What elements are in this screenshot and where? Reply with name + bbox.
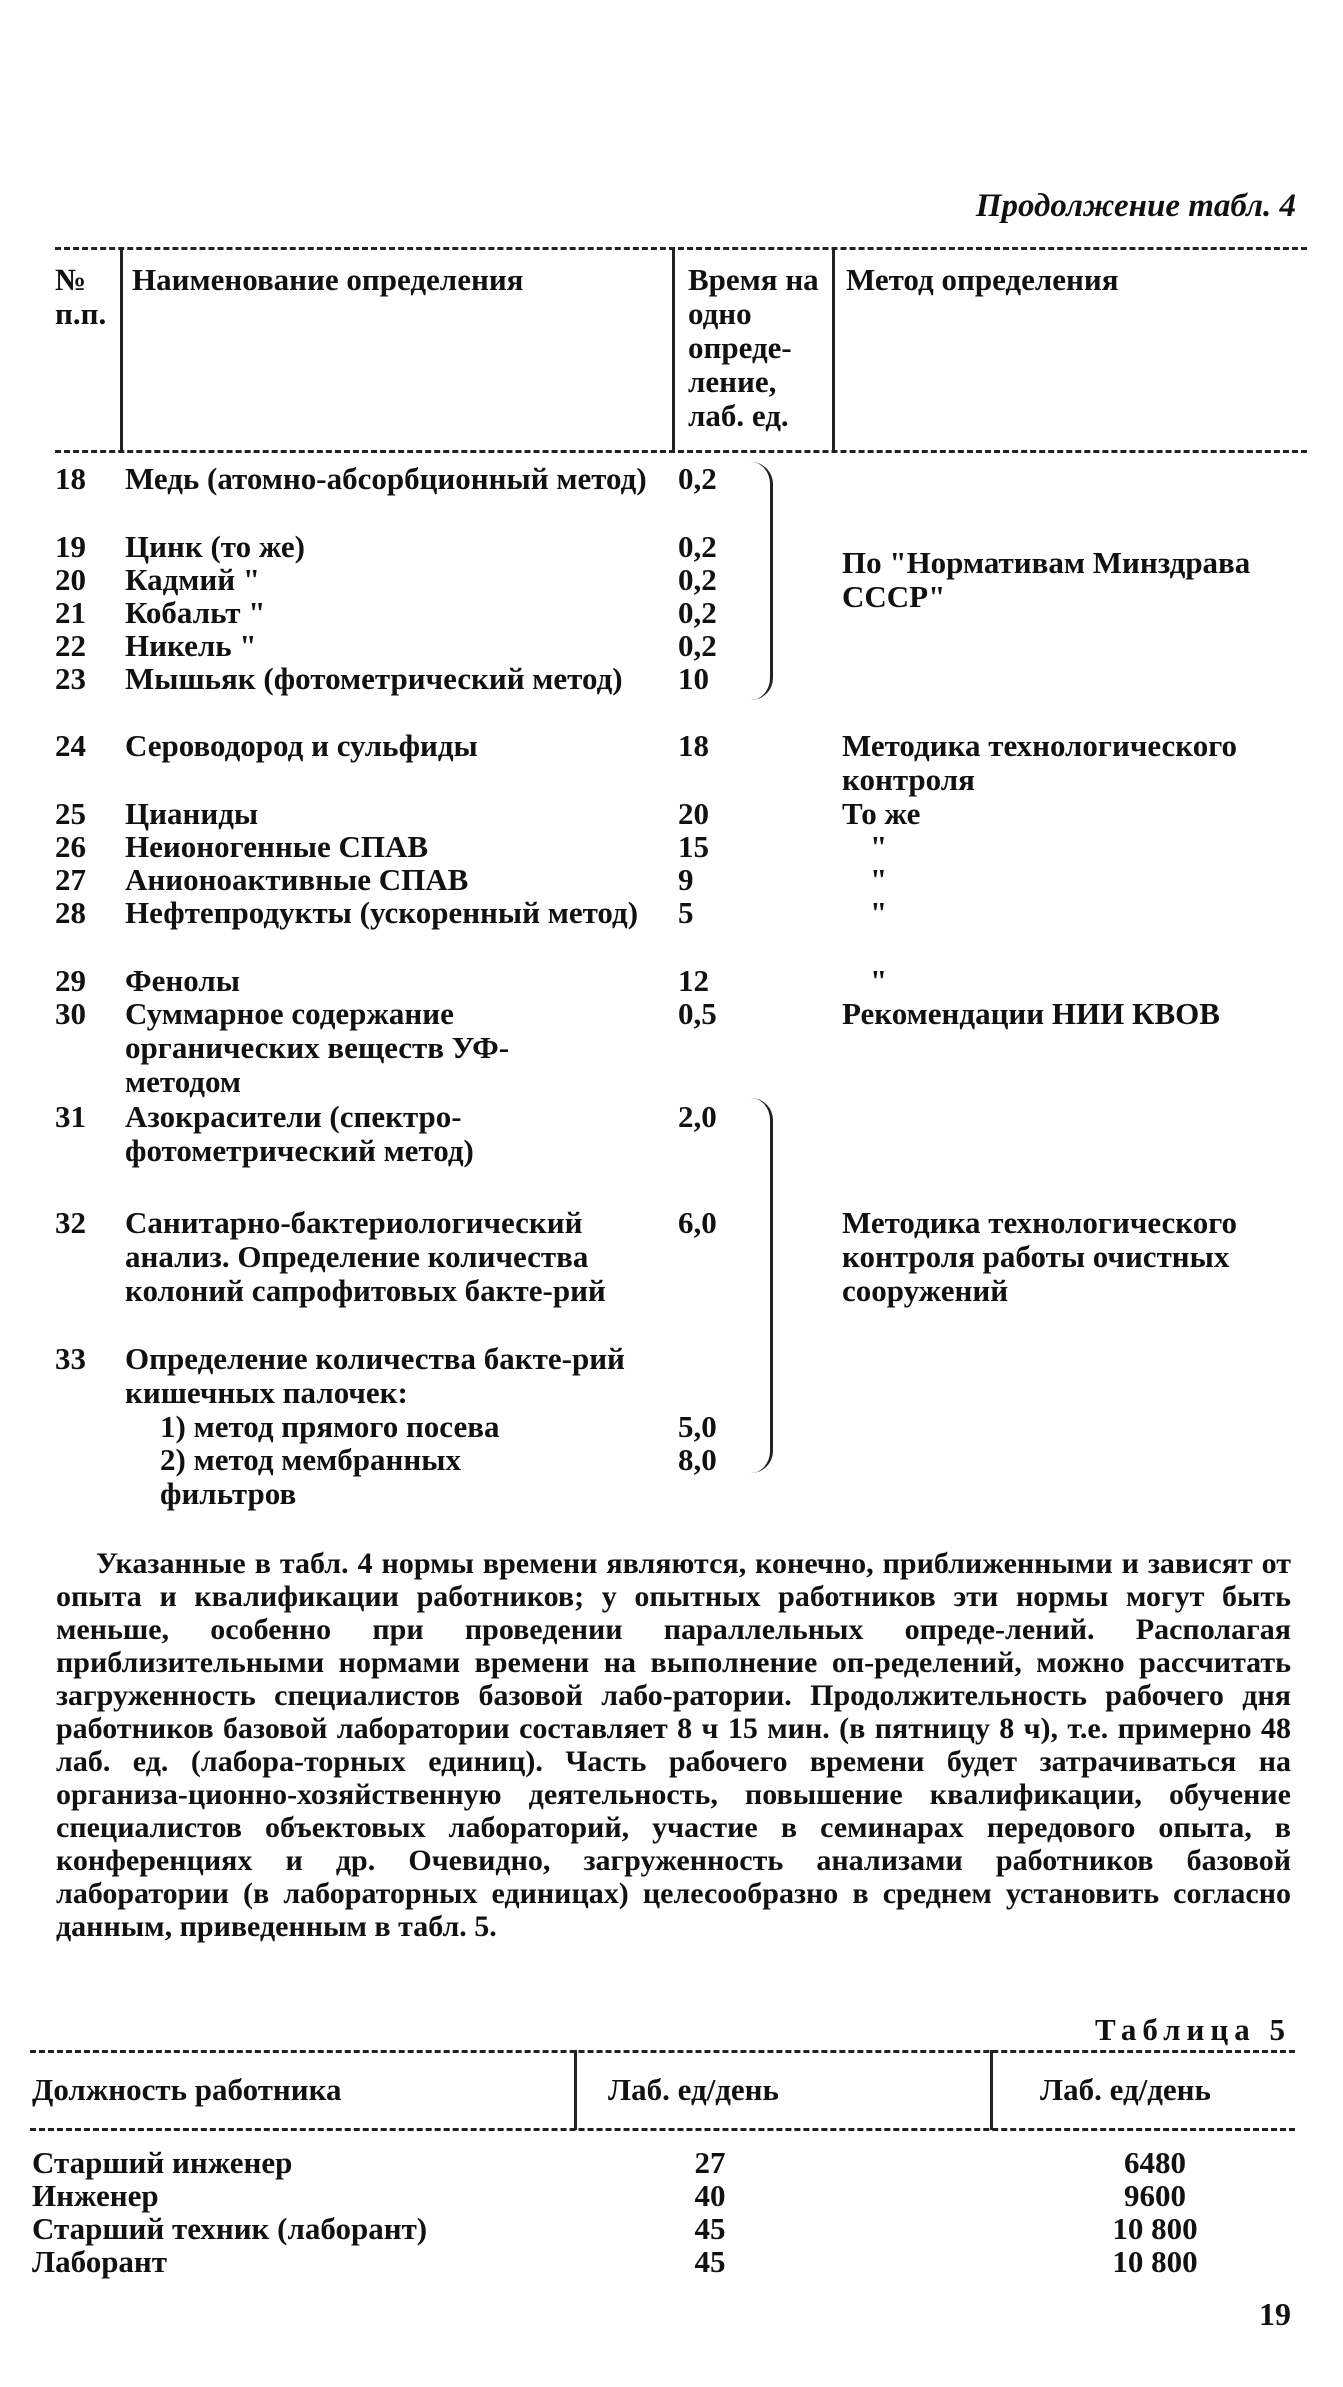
row-time: 0,2	[678, 461, 717, 496]
table4-col-divider	[672, 247, 675, 452]
table5-position: Инженер	[32, 2178, 159, 2213]
sub-item-name: 2) метод мембранных фильтров	[160, 1442, 461, 1511]
group-brace	[740, 462, 773, 700]
row-time: 0,5	[678, 996, 717, 1031]
row-num: 27	[55, 862, 86, 897]
row-time: 0,2	[678, 529, 717, 564]
row-name: Неионогенные СПАВ	[125, 829, 429, 864]
row-name: Суммарное содержание органических веществ УФ-методом	[125, 996, 510, 1099]
row-name: Анионоактивные СПАВ	[125, 862, 469, 897]
table5-header-position: Должность работника	[32, 2072, 342, 2107]
row-method: "	[870, 895, 888, 930]
row-name: Санитарно-бактериологический анализ. Определение количества колоний сапрофитовых бакте-рий	[125, 1205, 606, 1308]
table5-col-divider	[574, 2050, 577, 2130]
table-continuation-label: Продолжение табл. 4	[975, 188, 1296, 224]
row-name: Кобальт "	[125, 595, 266, 630]
row-num: 20	[55, 562, 86, 597]
row-time: 6,0	[678, 1205, 717, 1240]
table5-header-daily: Лаб. ед/день	[608, 2072, 779, 2107]
row-name: Цианиды	[125, 796, 259, 831]
table5-top-rule	[30, 2050, 1295, 2053]
group-method-1: По "Нормативам Минздрава СССР"	[842, 545, 1251, 614]
row-name: Фенолы	[125, 963, 240, 998]
row-num: 22	[55, 628, 86, 663]
sub-item-name: 1) метод прямого посева	[160, 1409, 500, 1444]
row-method: Методика технологического контроля	[842, 728, 1238, 797]
row-num: 21	[55, 595, 86, 630]
row-name: Цинк (то же)	[125, 529, 305, 564]
page-number: 19	[1259, 2296, 1291, 2332]
table5-col-divider	[990, 2050, 993, 2130]
row-time: 9	[678, 862, 694, 897]
row-time: 0,2	[678, 562, 717, 597]
group-method-2: Методика технологического контроля работы очистных сооружений	[842, 1205, 1238, 1308]
row-method: "	[870, 829, 888, 864]
table5-position: Старший техник (лаборант)	[32, 2211, 428, 2246]
row-time: 20	[678, 796, 709, 831]
row-name: Определение количества бакте-рий кишечных палочек:	[125, 1341, 625, 1410]
row-time: 2,0	[678, 1099, 717, 1134]
row-time: 12	[678, 963, 709, 998]
table4-header-rule	[55, 450, 1307, 453]
table5-daily: 45	[694, 2211, 726, 2246]
row-num: 28	[55, 895, 86, 930]
row-name: Азокрасители (спектро-фотометрический метод)	[125, 1099, 474, 1168]
row-time: 5	[678, 895, 694, 930]
table4-header-num: № п.п.	[55, 262, 107, 331]
row-name: Медь (атомно-абсорбционный метод)	[125, 461, 647, 496]
table5-position: Старший инженер	[32, 2145, 293, 2180]
table5-total: 9600	[1124, 2178, 1186, 2213]
table4-top-rule	[55, 247, 1307, 250]
table4-header-time: Время на одно опреде-ление, лаб. ед.	[688, 262, 819, 433]
body-paragraph: Указанные в табл. 4 нормы времени являются, конечно, приближенными и зависят от опыта и квалификации работников; у опытных работников эти нормы могут быть меньше, особенно при проведении параллельных опреде-лений. Располагая приблизительными нормами времени на выполнение оп-ределений, можно рассчитать загруженность специалистов базовой лабо-ратории. Продолжительность рабочего дня работников базовой лаборатории составляет 8 ч 15 мин. (в пятницу 8 ч), т.е. примерно 48 лаб. ед. (лабора-торных единиц). Часть рабочего времени будет затрачиваться на организа-ционно-хозяйственную деятельность, повышение квалификации, обучение специалистов объектовых лабораторий, участие в семинарах передового опыта, в конференциях и др. Очевидно, загруженность анализами работников базовой лаборатории (в лабораторных единицах) целесообразно в среднем установить согласно данным, приведенным в табл. 5.	[56, 1547, 1291, 1943]
row-method: "	[870, 862, 888, 897]
row-method: То же	[842, 796, 921, 831]
row-num: 18	[55, 461, 86, 496]
table5-header-total: Лаб. ед/день	[1040, 2072, 1211, 2107]
row-time: 15	[678, 829, 709, 864]
row-method: "	[870, 963, 888, 998]
row-num: 24	[55, 728, 86, 763]
table5-daily: 27	[694, 2145, 726, 2180]
table5-total: 6480	[1124, 2145, 1186, 2180]
row-name: Мышьяк (фотометрический метод)	[125, 661, 623, 696]
table4-col-divider	[832, 247, 835, 452]
row-name: Кадмий "	[125, 562, 261, 597]
row-num: 25	[55, 796, 86, 831]
row-num: 31	[55, 1099, 86, 1134]
row-num: 26	[55, 829, 86, 864]
table5-total: 10 800	[1112, 2211, 1198, 2246]
row-time: 0,2	[678, 595, 717, 630]
row-num: 23	[55, 661, 86, 696]
sub-item-time: 8,0	[678, 1442, 717, 1477]
table5-total: 10 800	[1112, 2244, 1198, 2279]
row-time: 18	[678, 728, 709, 763]
row-name: Никель "	[125, 628, 257, 663]
row-method: Рекомендации НИИ КВОВ	[842, 996, 1220, 1031]
row-num: 32	[55, 1205, 86, 1240]
group-brace	[740, 1098, 773, 1473]
row-num: 33	[55, 1341, 86, 1376]
row-time: 10	[678, 661, 709, 696]
table5-daily: 45	[694, 2244, 726, 2279]
table4-header-method: Метод определения	[846, 262, 1119, 297]
row-time: 0,2	[678, 628, 717, 663]
table5-title: Таблица 5	[1095, 2012, 1291, 2047]
row-num: 19	[55, 529, 86, 564]
row-num: 29	[55, 963, 86, 998]
row-name: Нефтепродукты (ускоренный метод)	[125, 895, 639, 930]
sub-item-time: 5,0	[678, 1409, 717, 1444]
row-name: Сероводород и сульфиды	[125, 728, 478, 763]
table4-header-name: Наименование определения	[132, 262, 524, 297]
table5-header-rule	[30, 2128, 1295, 2131]
table5-position: Лаборант	[32, 2244, 168, 2279]
row-num: 30	[55, 996, 86, 1031]
table5-daily: 40	[694, 2178, 726, 2213]
table4-col-divider	[120, 247, 123, 452]
